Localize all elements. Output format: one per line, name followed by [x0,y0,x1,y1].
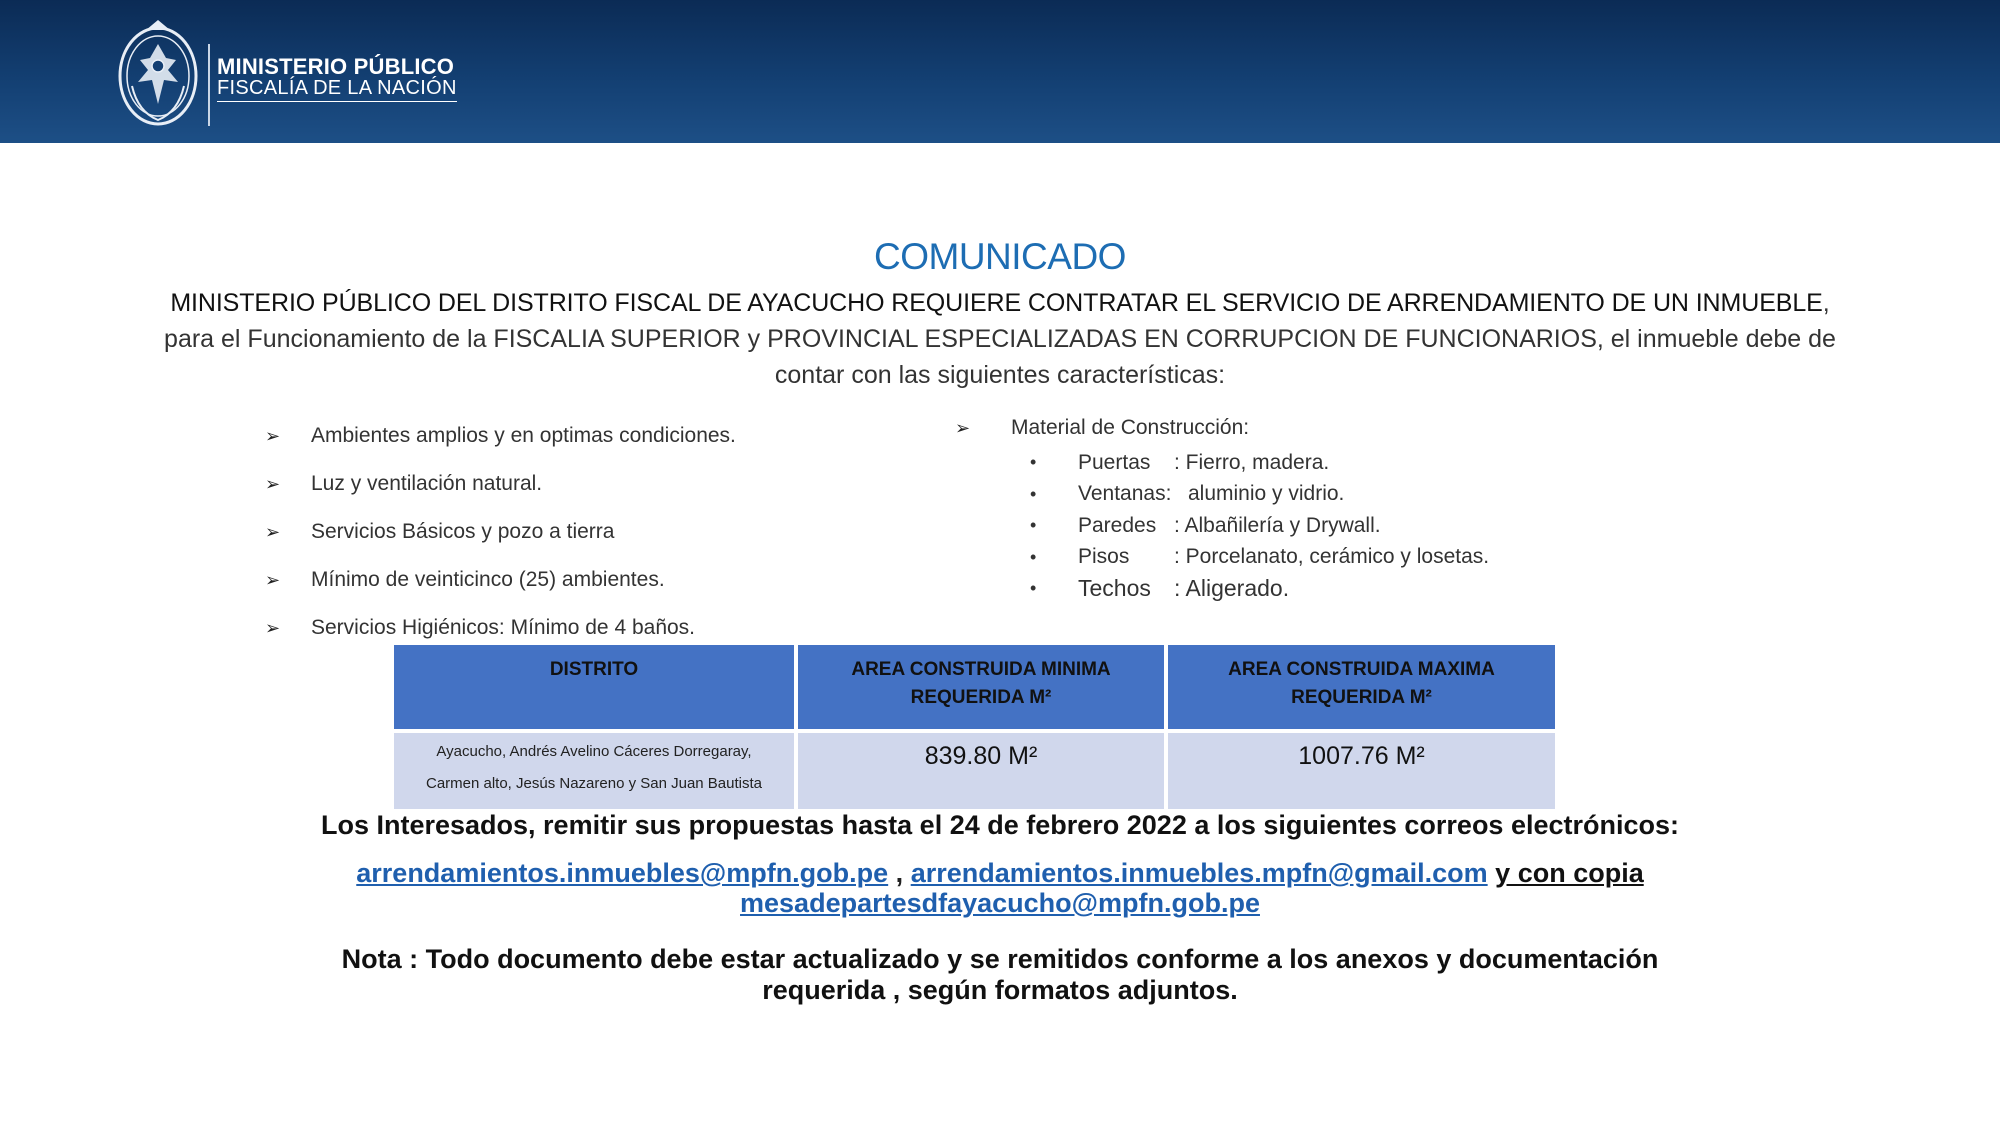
dot-bullet-icon: • [1030,515,1037,536]
list-item: ➢ Luz y ventilación natural. [265,472,543,495]
table-cell-max-area: 1007.76 M² [1168,733,1555,809]
intro-bold: MINISTERIO PÚBLICO DEL DISTRITO FISCAL DE AYACUCHO REQUIERE CONTRATAR EL SERVICIO DE ARRENDAMIENTO DE UN INMUEBLE [170,289,1823,317]
list-item: ➢ Servicios Higiénicos: Mínimo de 4 baños. [265,616,696,639]
list-item: • Pisos : Porcelanato, cerámico y losetas. [1030,545,1490,569]
dot-bullet-icon: • [1030,546,1037,567]
material-heading: ➢ Material de Construcción: [955,416,1250,439]
table-cell-district: Ayacucho, Andrés Avelino Cáceres Dorregaray, Carmen alto, Jesús Nazareno y San Juan Bautista [394,733,794,809]
intro-paragraph [150,285,1850,393]
arrow-bullet-icon: ➢ [265,521,281,542]
area-table [390,641,1559,813]
requirements-list [265,412,736,652]
arrow-bullet-icon: ➢ [265,473,281,494]
table-header-max-area: AREA CONSTRUIDA MAXIMA REQUERIDA M² [1168,645,1555,729]
list-item: ➢ Servicios Básicos y pozo a tierra [265,520,615,543]
arrow-bullet-icon: ➢ [265,425,281,446]
table-header-district: DISTRITO [394,645,794,729]
emails-block [0,858,2000,918]
list-item: • Ventanas: aluminio y vidrio. [1030,482,1345,506]
brand-subtitle: FISCALÍA DE LA NACIÓN [217,77,457,102]
list-item: ➢ Mínimo de veinticinco (25) ambientes. [265,568,665,591]
dot-bullet-icon: • [1030,578,1037,599]
email-link-mesadepartes[interactable]: mesadepartesdfayacucho@mpfn.gob.pe [740,888,1260,918]
header-band [0,0,2000,143]
table-row [394,733,1555,809]
email-separator: , [888,858,911,888]
seal-icon [116,16,200,128]
arrow-bullet-icon: ➢ [955,417,971,438]
list-item: • Paredes : Albañilería y Drywall. [1030,513,1381,537]
arrow-bullet-icon: ➢ [265,617,281,638]
email-link-mpfn[interactable]: arrendamientos.inmuebles@mpfn.gob.pe [356,858,889,888]
copy-text: y con copia [1495,858,1644,888]
brand-name: MINISTERIO PÚBLICO [217,54,455,79]
intro-rest: , para el Funcionamiento de la FISCALIA SUPERIOR y PROVINCIAL ESPECIALIZADAS EN CORRUPCION DE FUNCIONARIOS, el inmueble debe de contar con las siguientes características: [164,289,1836,389]
dot-bullet-icon: • [1030,452,1037,473]
arrow-bullet-icon: ➢ [265,569,281,590]
table-header-row [394,645,1555,729]
list-item: ➢ Ambientes amplios y en optimas condiciones. [265,424,736,447]
page-title: COMUNICADO [874,236,1126,277]
list-item: • Puertas : Fierro, madera. [1030,450,1330,474]
dot-bullet-icon: • [1030,483,1037,504]
note-text: Nota : Todo documento debe estar actualizado y se remitidos conforme a los anexos y documentación requerida , según formatos adjuntos. [341,944,1659,1005]
table-header-min-area: AREA CONSTRUIDA MINIMA REQUERIDA M² [798,645,1164,729]
deadline-text: Los Interesados, remitir sus propuestas hasta el 24 de febrero 2022 a los siguientes correos electrónicos: [320,810,1679,840]
table-cell-min-area: 839.80 M² [798,733,1164,809]
email-link-gmail[interactable]: arrendamientos.inmuebles.mpfn@gmail.com [910,858,1488,888]
material-list [1030,447,1489,605]
logo-divider [208,44,210,126]
list-item: • Techos : Aligerado. [1030,575,1290,602]
